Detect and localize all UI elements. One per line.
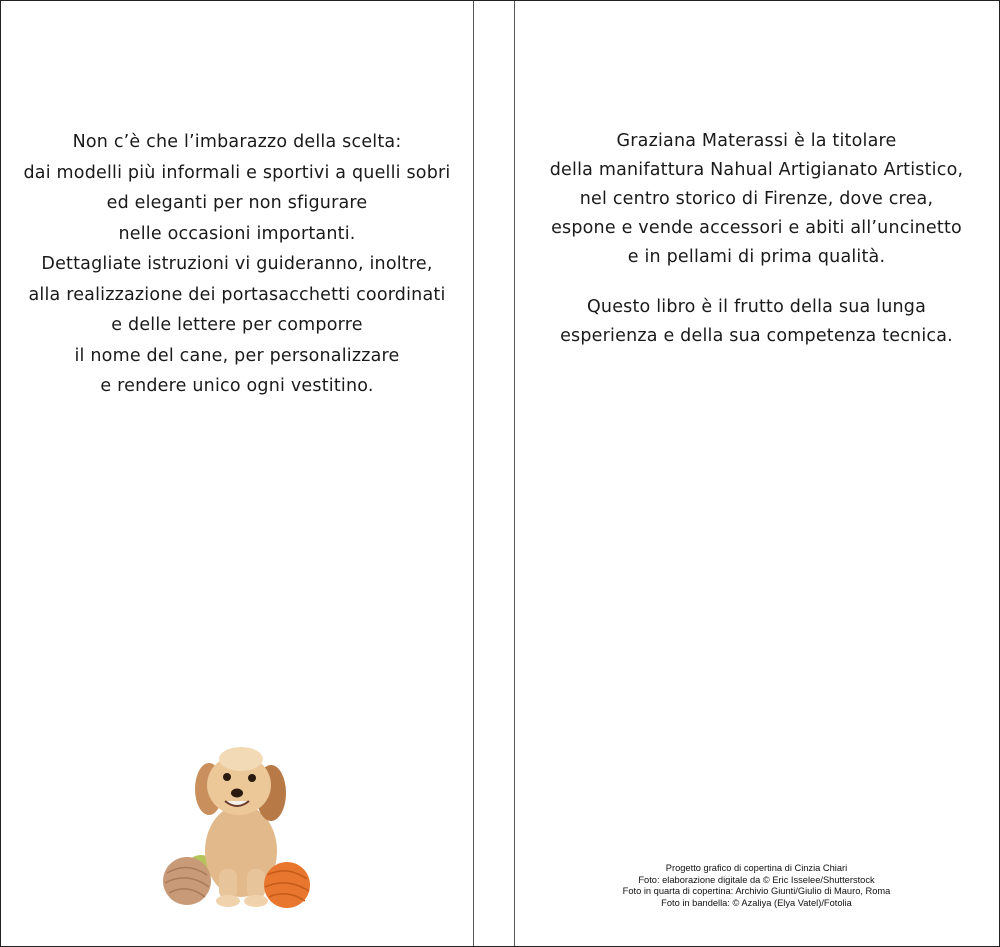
text-line: Graziana Materassi è la titolare	[616, 131, 897, 151]
dog-head-fur	[219, 747, 263, 771]
credit-line: Foto: elaborazione digitale da © Eric Isselee/Shutterstock	[638, 874, 875, 885]
right-flap	[515, 1, 998, 946]
text-line: della manifattura Nahual Artigianato Artistico,	[549, 160, 964, 180]
credit-line: Foto in quarta di copertina: Archivio Giunti/Giulio di Mauro, Roma	[622, 886, 891, 897]
author-bio	[515, 127, 998, 272]
text-line: ed eleganti per non sfigurare	[106, 193, 368, 213]
credit-line: Foto in bandella: © Azaliya (Elya Vatel)/Fotolia	[661, 898, 852, 909]
text-line: Questo libro è il frutto della sua lunga	[586, 297, 927, 317]
credit-line: Progetto grafico di copertina di Cinzia Chiari	[665, 863, 848, 873]
text-line: e in pellami di prima qualità.	[627, 247, 886, 267]
left-flap	[1, 1, 473, 946]
book-description	[515, 293, 998, 351]
photo-credits	[515, 863, 998, 910]
left-flap-text	[1, 127, 473, 402]
dog-leg	[247, 869, 265, 899]
text-line: alla realizzazione dei portasacchetti coordinati	[28, 284, 446, 305]
text-line: e rendere unico ogni vestitino.	[100, 376, 374, 396]
text-line: nel centro storico di Firenze, dove crea,	[579, 189, 934, 209]
text-line: nelle occasioni importanti.	[118, 223, 356, 244]
dog-nose	[231, 789, 243, 798]
text-line: esperienza e della sua competenza tecnica.	[560, 326, 953, 346]
dog-leg	[219, 869, 237, 899]
text-line: il nome del cane, per personalizzare	[74, 345, 400, 366]
dog-eye	[223, 773, 231, 781]
dog-paw	[216, 895, 240, 907]
text-line: espone e vende accessori e abiti all’uncinetto	[551, 218, 962, 238]
dog-with-yarn-illustration	[161, 741, 321, 911]
dog-paw	[244, 895, 268, 907]
text-line: Non c’è che l’imbarazzo della scelta:	[72, 132, 402, 152]
text-line: e delle lettere per comporre	[111, 315, 363, 335]
text-line: dai modelli più informali e sportivi a quelli sobri	[23, 162, 451, 183]
dog-eye	[248, 774, 256, 782]
text-line: Dettagliate istruzioni vi guideranno, inoltre,	[41, 254, 433, 274]
fold-line-left	[473, 1, 474, 946]
